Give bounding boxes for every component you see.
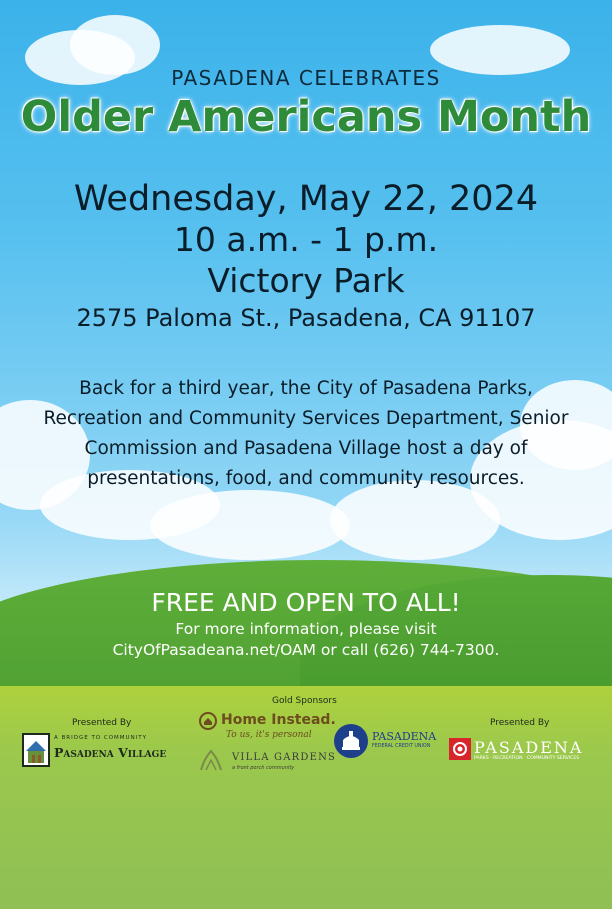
page-title: Older Americans Month <box>20 92 592 142</box>
contact-link[interactable]: CityOfPasadeana.net/OAM or call (626) 744-7300. <box>112 641 500 659</box>
eyebrow-text: PASADENA CELEBRATES <box>171 66 441 90</box>
event-address: 2575 Paloma St., Pasadena, CA 91107 <box>76 304 536 332</box>
presented-by-label-right: Presented By <box>490 718 550 728</box>
rose-icon <box>449 738 471 760</box>
villa-gardens-icon <box>198 748 224 772</box>
home-instead-logo <box>198 710 338 744</box>
presented-by-label-left: Presented By <box>72 718 132 728</box>
city-sub: PARKS · RECREATION · COMMUNITY SERVICES <box>474 756 580 761</box>
villa-gardens-logo <box>198 748 338 774</box>
more-info-text: For more information, please visit <box>175 620 437 638</box>
cloud-decoration <box>150 490 350 560</box>
village-emblem-icon <box>22 733 50 767</box>
event-venue: Victory Park <box>207 261 405 300</box>
event-time: 10 a.m. - 1 p.m. <box>173 220 439 259</box>
home-instead-tagline: To us, it's personal <box>226 730 312 740</box>
pfcu-name: PASADENA <box>372 730 437 743</box>
home-instead-icon <box>198 711 218 731</box>
pasadena-village-logo <box>22 733 182 769</box>
villa-gardens-tagline: a front porch community <box>232 765 295 771</box>
cta-headline: FREE AND OPEN TO ALL! <box>151 588 461 617</box>
gold-sponsors-label: Gold Sponsors <box>272 696 337 706</box>
city-name: PASADENA <box>474 738 584 757</box>
pfcu-emblem-icon <box>333 723 369 759</box>
event-date: Wednesday, May 22, 2024 <box>73 179 539 219</box>
pasadena-city-logo <box>449 738 604 764</box>
village-tagline: A BRIDGE TO COMMUNITY <box>54 735 148 741</box>
villa-gardens-name: VILLA GARDENS <box>232 752 337 763</box>
home-instead-name: Home Instead. <box>221 712 336 728</box>
event-description: Back for a third year, the City of Pasadena Parks, Recreation and Community Services Department, Senior Commission and Pasadena Village host a day of presentations, food, and community resources. <box>43 378 569 489</box>
pasadena-fcu-logo <box>333 722 443 762</box>
pfcu-sub: FEDERAL CREDIT UNION <box>372 744 431 749</box>
village-name: Pasadena Village <box>54 745 167 760</box>
